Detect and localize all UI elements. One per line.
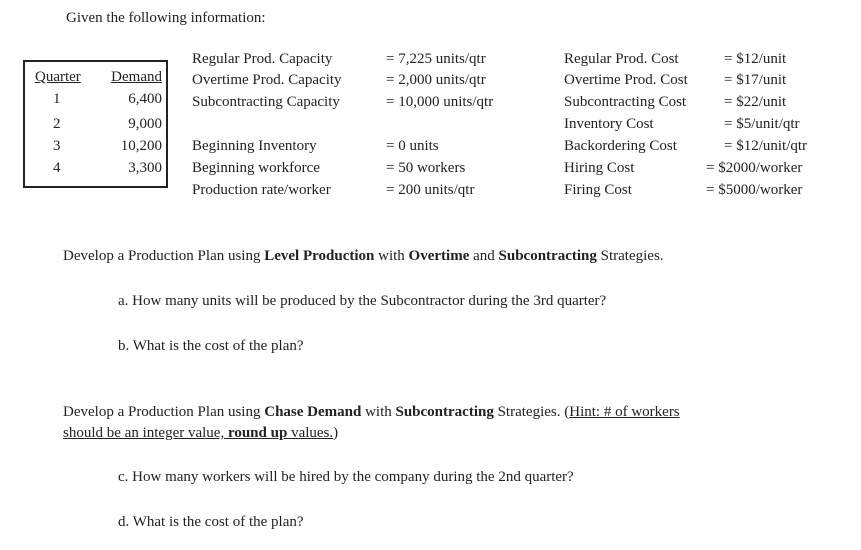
demand-table (23, 60, 168, 188)
overtime-capacity-value: = 2,000 units/qtr (386, 72, 486, 88)
question-c: c. How many workers will be hired by the company during the 2nd quarter? (118, 469, 574, 485)
inventory-cost-label: Inventory Cost (564, 116, 654, 132)
subcontracting-cost-label: Subcontracting Cost (564, 94, 687, 110)
table-row (25, 91, 166, 113)
question-d: d. What is the cost of the plan? (118, 514, 304, 530)
production-rate-label: Production rate/worker (192, 182, 331, 198)
subcontracting-capacity-value: = 10,000 units/qtr (386, 94, 494, 110)
beginning-workforce-label: Beginning workforce (192, 160, 320, 176)
quarter-header: Quarter (35, 69, 81, 85)
demand-cell: 9,000 (128, 116, 162, 132)
overtime-cost-label: Overtime Prod. Cost (564, 72, 688, 88)
demand-cell: 6,400 (128, 91, 162, 107)
demand-header: Demand (111, 69, 162, 85)
firing-cost-value: = $5000/worker (706, 182, 803, 198)
demand-cell: 3,300 (128, 160, 162, 176)
hiring-cost-label: Hiring Cost (564, 160, 635, 176)
production-rate-value: = 200 units/qtr (386, 182, 475, 198)
subcontracting-capacity-label: Subcontracting Capacity (192, 94, 340, 110)
regular-capacity-label: Regular Prod. Capacity (192, 51, 333, 67)
chase-demand-instruction: Develop a Production Plan using Chase Demand with Subcontracting Strategies. (Hint: # of workers (63, 404, 680, 420)
regular-cost-label: Regular Prod. Cost (564, 51, 679, 67)
overtime-cost-value: = $17/unit (724, 72, 787, 88)
question-a: a. How many units will be produced by the Subcontractor during the 3rd quarter? (118, 293, 607, 309)
inventory-cost-value: = $5/unit/qtr (724, 116, 800, 132)
quarter-cell: 2 (53, 116, 61, 132)
beginning-workforce-value: = 50 workers (386, 160, 466, 176)
subcontracting-cost-value: = $22/unit (724, 94, 787, 110)
demand-cell: 10,200 (120, 138, 162, 154)
hiring-cost-value: = $2000/worker (706, 160, 803, 176)
firing-cost-label: Firing Cost (564, 182, 632, 198)
table-row (25, 116, 166, 138)
backordering-cost-label: Backordering Cost (564, 138, 677, 154)
quarter-cell: 3 (53, 138, 61, 154)
regular-cost-value: = $12/unit (724, 51, 787, 67)
overtime-capacity-label: Overtime Prod. Capacity (192, 72, 342, 88)
hint-line-2: should be an integer value, round up values.) (63, 425, 339, 441)
quarter-cell: 4 (53, 160, 61, 176)
regular-capacity-value: = 7,225 units/qtr (386, 51, 486, 67)
beginning-inventory-label: Beginning Inventory (192, 138, 317, 154)
hint-text: Hint: # of workers (569, 404, 680, 420)
table-row (25, 160, 166, 182)
question-b: b. What is the cost of the plan? (118, 338, 304, 354)
beginning-inventory-value: = 0 units (386, 138, 439, 154)
level-production-instruction: Develop a Production Plan using Level Production with Overtime and Subcontracting Strategies. (63, 248, 664, 264)
table-row (25, 138, 166, 160)
intro-text: Given the following information: (66, 10, 266, 26)
quarter-cell: 1 (53, 91, 61, 107)
backordering-cost-value: = $12/unit/qtr (724, 138, 808, 154)
